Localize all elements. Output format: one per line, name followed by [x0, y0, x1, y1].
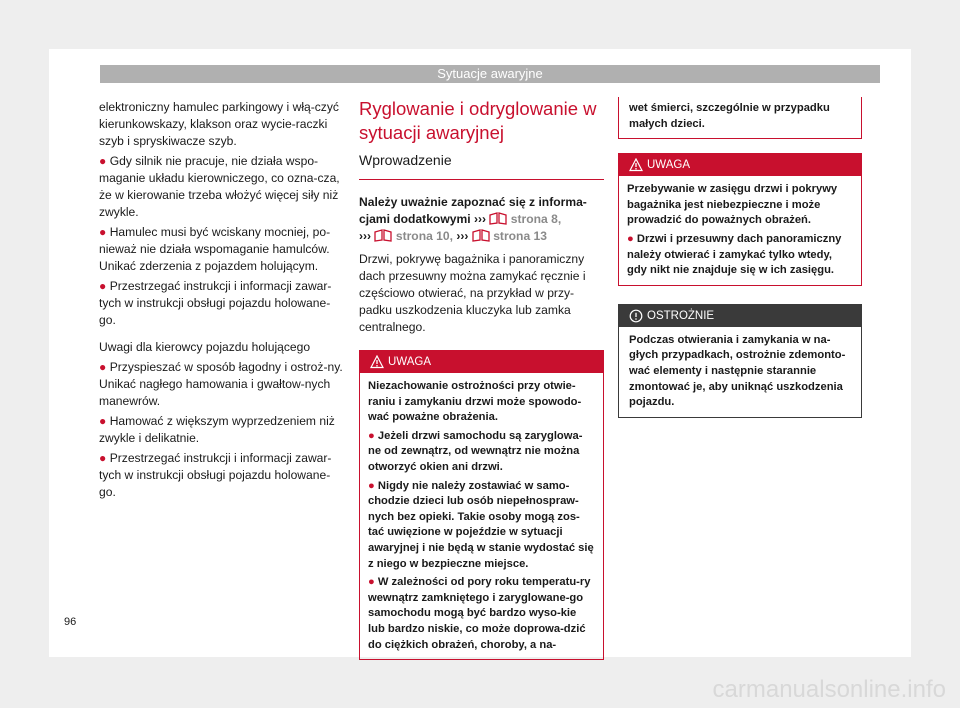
bullet-icon: ● [99, 360, 107, 374]
caution-box [618, 304, 862, 418]
column-2 [359, 97, 604, 660]
bullet-icon: ● [99, 414, 107, 428]
list-item: ● Przyspieszać w sposób łagodny i ostroż-ny. Unikać nagłego hamowania i gwałtow-nych manewrów. [99, 360, 343, 408]
list-item: ● Jeżeli drzwi samochodu są zaryglowa-ne od zewnątrz, od wewnątrz nie można otworzyć okien ani drzwi. [368, 429, 583, 473]
lead-paragraph: Należy uważnie zapoznać się z informa-cjami dodatkowymi ››› strona 8, ››› strona 10, ››› strona 13 [359, 195, 587, 243]
bullet-icon: ● [99, 451, 107, 465]
warning-triangle-icon [629, 158, 643, 172]
list-item: ● Gdy silnik nie pracuje, nie działa wspo-maganie układu kierowniczego, co ozna-cza, że w kierowanie trzeba włożyć więcej siły niż zwykle. [99, 154, 340, 219]
book-icon [472, 229, 490, 242]
column-3 [618, 97, 862, 418]
book-icon [374, 229, 392, 242]
watermark: carmanualsonline.info [712, 676, 946, 703]
manual-page [49, 49, 911, 657]
bullet-icon: ● [99, 279, 107, 293]
list-item: ● Przestrzegać instrukcji i informacji zawar-tych w instrukcji obsługi pojazdu holowane-go. [99, 451, 332, 499]
bullet-icon: ● [368, 576, 375, 589]
warning-header: UWAGA [619, 154, 861, 176]
subheading: Uwagi dla kierowcy pojazdu holującego [99, 340, 311, 354]
book-icon [489, 212, 507, 225]
page-ref-link[interactable]: strona 13 [493, 229, 547, 243]
column-1 [99, 99, 344, 501]
list-item: ● W zależności od pory roku temperatu-ry wewnątrz zamkniętego i zaryglowane-go samochodu mogą być bardzo wyso-kie lub bardzo niskie, co może doprowa-dzić do ciężkich obrażeń, choroby, a na- [368, 576, 591, 651]
bullet-icon: ● [368, 479, 375, 492]
page-number: 96 [64, 616, 77, 628]
warning-continuation: wet śmierci, szczególnie w przypadku małych dzieci. [618, 97, 862, 139]
bullet-icon: ● [627, 232, 634, 245]
section-subtitle: Wprowadzenie [359, 152, 452, 168]
intro-paragraph: elektroniczny hamulec parkingowy i włą-czyć kierunkowskazy, klakson oraz wycie-raczki szyb i spryskiwacze szyb. [99, 100, 339, 148]
list-item: ● Przestrzegać instrukcji i informacji zawar-tych w instrukcji obsługi pojazdu holowane-go. [99, 279, 332, 327]
warning-body: Niezachowanie ostrożności przy otwie-raniu i zamykaniu drzwi może spowodo-wać poważne obrażenia. ● Jeżeli drzwi samochodu są zaryglowa-ne od zewnątrz, od wewnątrz nie można otworzyć okien ani drzwi. ● Nigdy nie należy zostawiać w samo-chodzie dzieci lub osób niepełnospraw-nych bez opieki. Takie osoby mogą zos-tać uwięzione w pojeździe w sytuacji awaryjnej i nie będą w stanie wydostać się z niego w bezpieczne miejsce. ● W zależności od pory roku temperatu-ry wewnątrz zamkniętego i zaryglowane-go samochodu mogą być bardzo wyso-kie lub bardzo niskie, co może doprowa-dzić do ciężkich obrażeń, choroby, a na- [360, 373, 603, 659]
bullet-icon: ● [368, 429, 375, 442]
page-ref-link[interactable]: strona 8, [510, 212, 562, 226]
bullet-icon: ● [99, 154, 107, 168]
warning-box [618, 153, 862, 286]
bullet-icon: ● [99, 225, 107, 239]
warning-header: UWAGA [360, 351, 603, 373]
warning-box [359, 350, 604, 660]
caution-header: OSTROŻNIE [619, 305, 861, 327]
info-circle-icon [629, 309, 643, 323]
chapter-header: Sytuacje awaryjne [100, 65, 880, 83]
list-item: ● Hamulec musi być wciskany mocniej, po-nieważ nie działa wspomaganie hamulców. Unikać zderzenia z pojazdem holującym. [99, 225, 331, 273]
section-title: Ryglowanie i odryglowanie w sytuacji awaryjnej [359, 98, 597, 143]
list-item: ● Drzwi i przesuwny dach panoramiczny należy otwierać i zamykać tylko wtedy, gdy nikt nie znajduje się w ich zasięgu. [627, 232, 842, 277]
list-item: ● Nigdy nie należy zostawiać w samo-chodzie dzieci lub osób niepełnospraw-nych bez opieki. Takie osoby mogą zos-tać uwięzione w pojeździe w sytuacji awaryjnej i nie będą w stanie wydostać się z niego w bezpieczne miejsce. [368, 479, 594, 570]
body-paragraph: Drzwi, pokrywę bagażnika i panoramiczny dach przesuwny można zamykać ręcznie i częściowo otwierać, na przykład w przy-padku uszkodzenia kluczyka lub zamka centralnego. [359, 252, 586, 334]
caution-body: Podczas otwierania i zamykania w na-głych przypadkach, ostrożnie zdemonto-wać elementy i następnie starannie zmontować je, aby uniknąć uszkodzenia pojazdu. [629, 333, 846, 409]
list-item: ● Hamować z większym wyprzedzeniem niż zwykle i delikatnie. [99, 414, 335, 445]
warning-body: Przebywanie w zasięgu drzwi i pokrywy bagażnika jest niebezpieczne i może prowadzić do poważnych obrażeń. ● Drzwi i przesuwny dach panoramiczny należy otwierać i zamykać tylko wtedy, gdy nikt nie znajduje się w ich zasięgu. [619, 176, 861, 285]
page-ref-link[interactable]: strona 10, [395, 229, 453, 243]
warning-triangle-icon [370, 355, 384, 369]
divider [359, 179, 604, 180]
